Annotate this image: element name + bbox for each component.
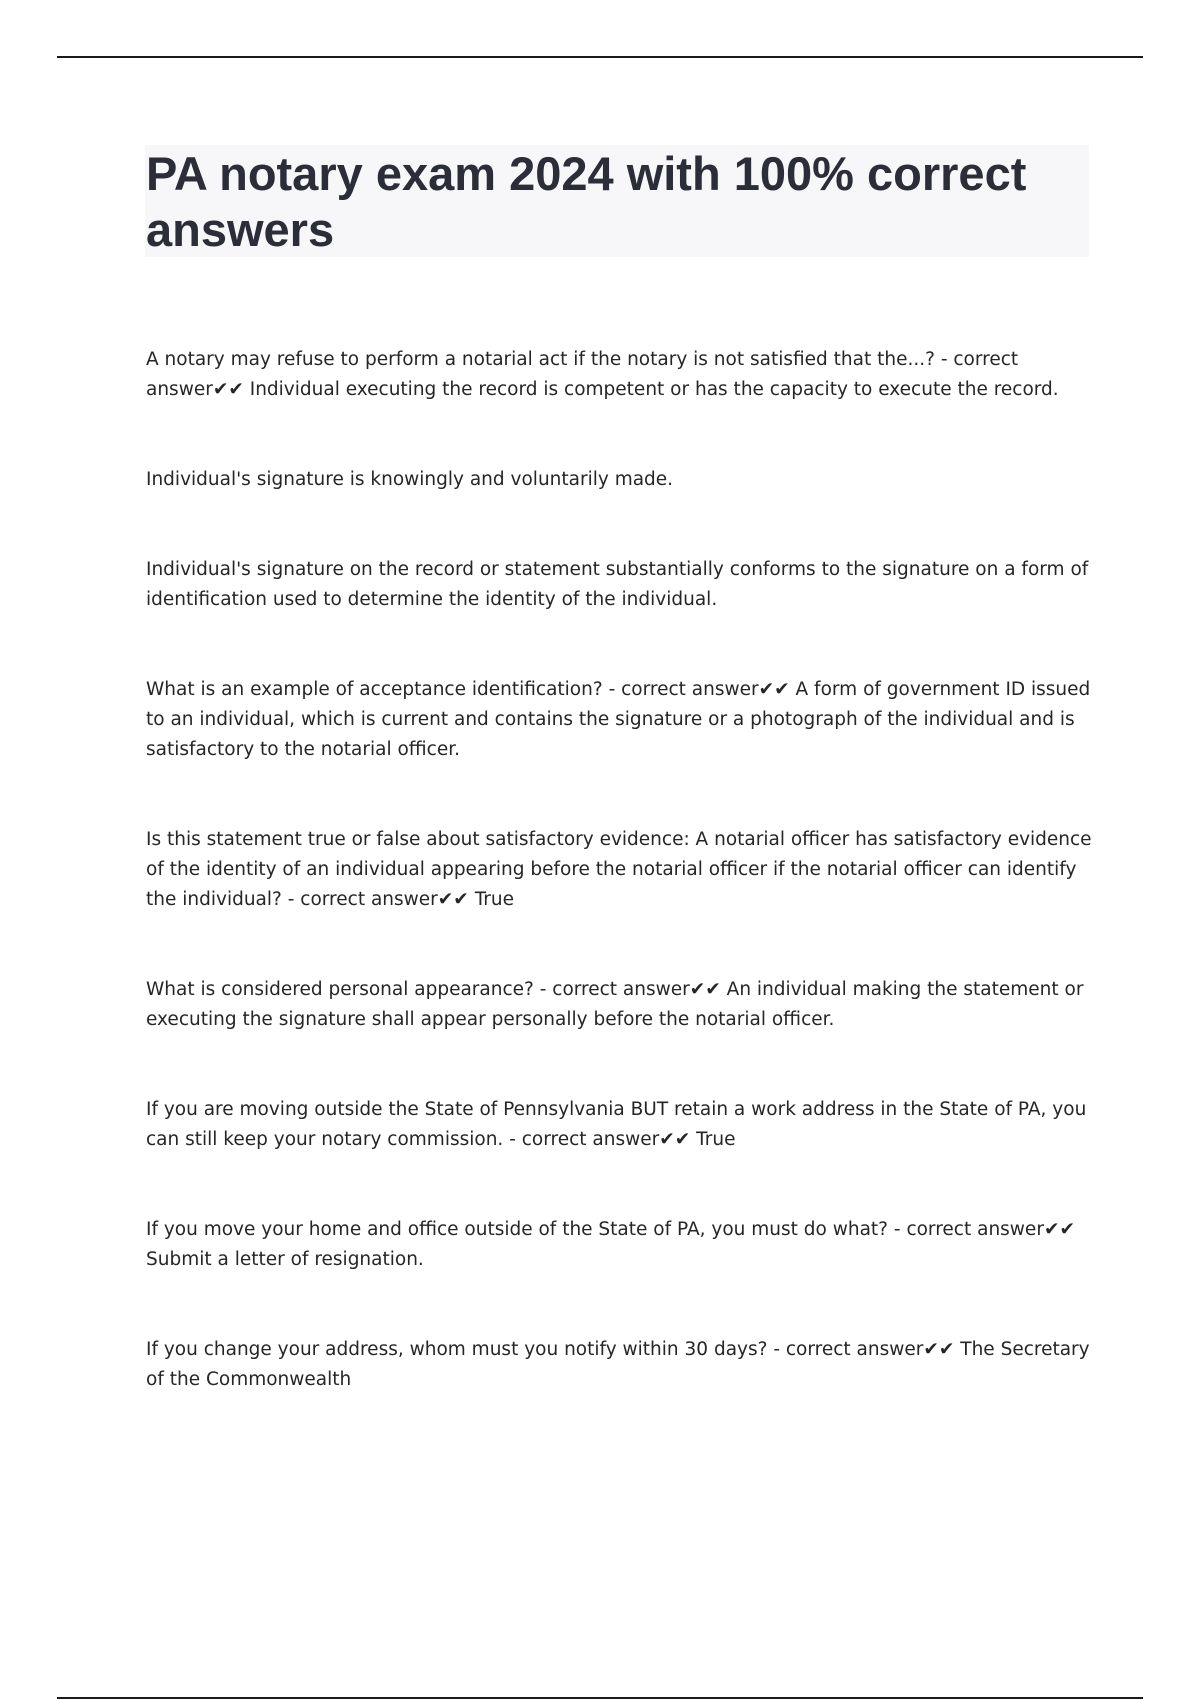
answer-text: True <box>696 1129 736 1150</box>
answer-text: An individual making the statement or executing the signature shall appear personally before the notarial officer. <box>146 979 1084 1030</box>
double-check-icon: ✔✔ <box>1043 1219 1075 1240</box>
qa-item <box>146 465 1096 495</box>
statement-text: Individual's signature on the record or statement substantially conforms to the signature on a form of identification used to determine the identity of the individual. <box>146 559 1089 610</box>
qa-item <box>146 675 1096 765</box>
qa-item <box>146 1215 1096 1275</box>
answer-marker: - correct answer <box>893 1219 1044 1240</box>
bottom-rule <box>57 1697 1143 1699</box>
qa-item <box>146 975 1096 1035</box>
qa-item <box>146 1335 1096 1395</box>
qa-item <box>146 1095 1096 1155</box>
answer-marker: - correct answer <box>146 349 1019 400</box>
question-text: If you move your home and office outside of the State of PA, you must do what? <box>146 1219 888 1240</box>
double-check-icon: ✔✔ <box>437 889 469 910</box>
answer-text: True <box>474 889 514 910</box>
double-check-icon: ✔✔ <box>659 1129 691 1150</box>
qa-item <box>146 555 1096 615</box>
answer-marker: - correct answer <box>287 889 438 910</box>
double-check-icon: ✔✔ <box>689 979 721 1000</box>
double-check-icon: ✔✔ <box>758 679 790 700</box>
page-title: PA notary exam 2024 with 100% correct answers <box>146 147 1027 256</box>
question-text: Is this statement true or false about satisfactory evidence: A notarial officer has satisfactory evidence of the identity of an individual appearing before the notarial officer if the notarial officer can identify the individual? <box>146 829 1092 910</box>
qa-list <box>146 345 1096 1455</box>
question-text: A notary may refuse to perform a notarial act if the notary is not satisfied that the...? <box>146 349 935 370</box>
answer-text: Submit a letter of resignation. <box>146 1249 424 1270</box>
question-text: If you are moving outside the State of Pennsylvania BUT retain a work address in the State of PA, you can still keep your notary commission. <box>146 1099 1087 1150</box>
answer-marker: - correct answer <box>773 1339 924 1360</box>
answer-marker: - correct answer <box>509 1129 660 1150</box>
statement-text: Individual's signature is knowingly and voluntarily made. <box>146 469 674 490</box>
answer-text: A form of government ID issued to an individual, which is current and contains the signature or a photograph of the individual and is satisfactory to the notarial officer. <box>146 679 1091 760</box>
double-check-icon: ✔✔ <box>212 379 244 400</box>
top-rule <box>57 56 1143 58</box>
qa-item <box>146 345 1096 405</box>
qa-item <box>146 825 1096 915</box>
question-text: What is considered personal appearance? <box>146 979 534 1000</box>
question-text: What is an example of acceptance identification? <box>146 679 603 700</box>
answer-marker: - correct answer <box>608 679 759 700</box>
answer-text: Individual executing the record is competent or has the capacity to execute the record. <box>249 379 1059 400</box>
double-check-icon: ✔✔ <box>923 1339 955 1360</box>
answer-text: The Secretary of the Commonwealth <box>146 1339 1090 1390</box>
question-text: If you change your address, whom must you notify within 30 days? <box>146 1339 768 1360</box>
answer-marker: - correct answer <box>539 979 690 1000</box>
